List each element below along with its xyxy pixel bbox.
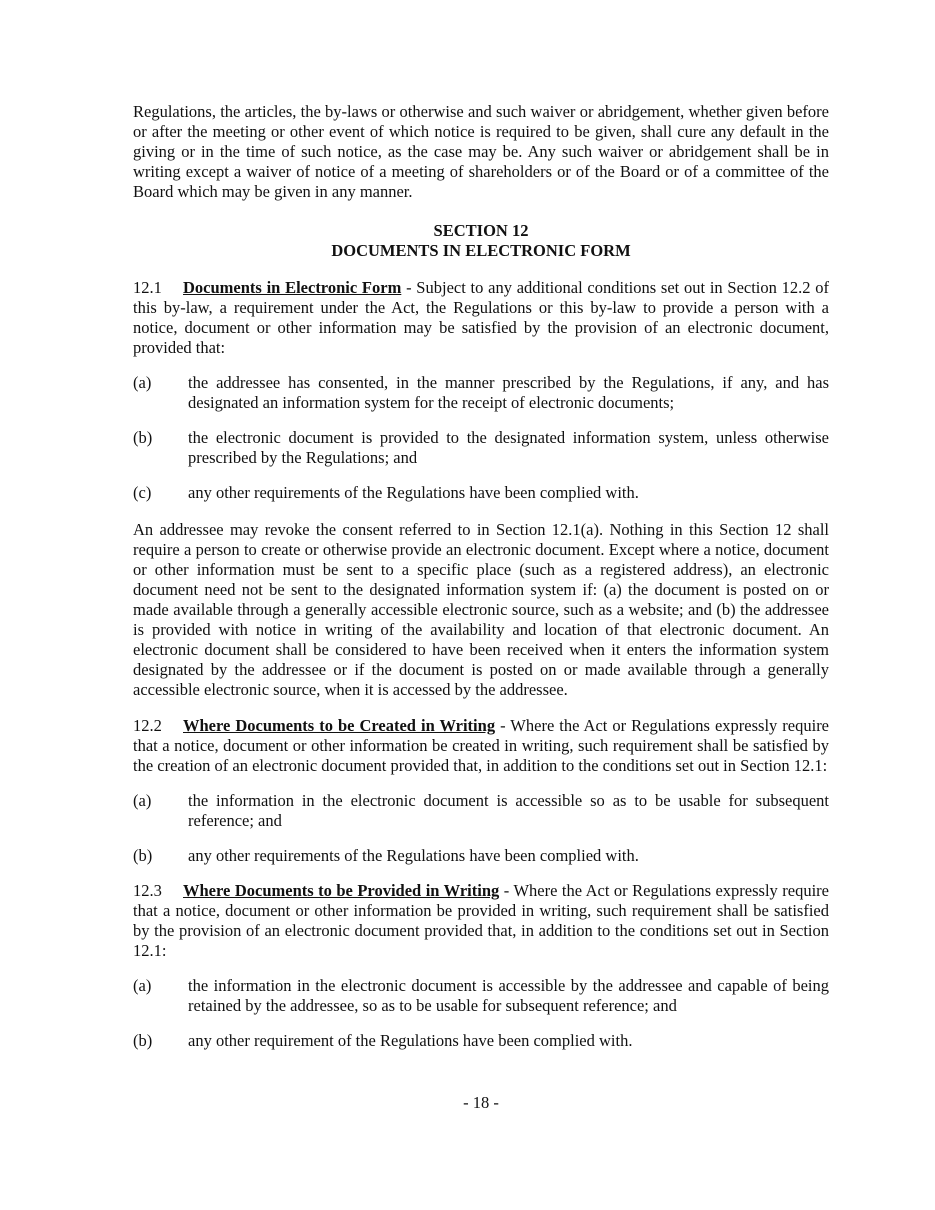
- clause-12-1-body: - Subject to any additional conditions set out in Section 12.2 of this by-law, a requirement under the Act, the Regulations or this by-law to provide a person with a notice, document or other information may be satisfied by the provision of an electronic document, provided that:: [133, 278, 830, 357]
- item-text: any other requirements of the Regulations have been complied with.: [188, 483, 639, 502]
- clause-12-2-number: 12.2: [133, 716, 162, 735]
- section-heading-title: DOCUMENTS IN ELECTRONIC FORM: [331, 241, 631, 260]
- item-label: (c): [133, 483, 152, 502]
- clause-12-3-item-a: [133, 976, 829, 1016]
- item-text: any other requirement of the Regulations have been complied with.: [188, 1031, 633, 1050]
- item-label: (a): [133, 976, 152, 995]
- item-label: (b): [133, 1031, 153, 1050]
- section-heading-number: SECTION 12: [433, 221, 529, 240]
- clause-12-2-lead: [133, 716, 829, 776]
- clause-12-3-body: - Where the Act or Regulations expressly require that a notice, document or other information be provided in writing, such requirement shall be satisfied by the provision of an electronic document provided that, in addition to the conditions set out in Section 12.1:: [133, 881, 829, 960]
- item-text: the electronic document is provided to the designated information system, unless otherwise prescribed by the Regulations; and: [188, 428, 829, 467]
- item-text: the information in the electronic document is accessible so as to be usable for subsequent reference; and: [188, 791, 829, 830]
- item-label: (a): [133, 791, 152, 810]
- clause-12-1-after-paragraph: An addressee may revoke the consent referred to in Section 12.1(a). Nothing in this Section 12 shall require a person to create or otherwise provide an electronic document. Except where a notice, document or other information must be sent to a specific place (such as a registered address), an electronic document need not be sent to the designated information system if: (a) the document is posted on or made available through a generally accessible electronic source, such as a website; and (b) the addressee is provided with notice in writing of the availability and location of that electronic document. An electronic document shall be considered to have been received when it enters the information system designated by the addressee or if the document is posted on or made available through a generally accessible electronic source, when it is accessed by the addressee.: [133, 520, 829, 699]
- clause-12-3-item-b: [133, 1031, 829, 1051]
- item-text: any other requirements of the Regulations have been complied with.: [188, 846, 639, 865]
- clause-12-1-item-c: [133, 483, 829, 503]
- clause-12-2-body: - Where the Act or Regulations expressly require that a notice, document or other information be created in writing, such requirement shall be satisfied by the creation of an electronic document provided that, in addition to the conditions set out in Section 12.1:: [133, 716, 830, 775]
- page-number: - 18 -: [463, 1093, 499, 1112]
- clause-12-1-number: 12.1: [133, 278, 162, 297]
- clause-12-3-lead: [133, 881, 829, 961]
- clause-12-3-title: Where Documents to be Provided in Writing: [183, 881, 500, 900]
- clause-12-2-item-b: [133, 846, 829, 866]
- item-label: (b): [133, 846, 153, 865]
- continuation-paragraph: Regulations, the articles, the by-laws or otherwise and such waiver or abridgement, whether given before or after the meeting or other event of which notice is required to be given, shall cure any default in the giving or in the time of such notice, as the case may be. Any such waiver or abridgement shall be in writing except a waiver of notice of a meeting of shareholders or of the Board or of a committee of the Board which may be given in any manner.: [133, 102, 829, 201]
- clause-12-1-item-b: [133, 428, 829, 468]
- clause-12-2-item-a: [133, 791, 829, 831]
- clause-12-3-number: 12.3: [133, 881, 162, 900]
- item-text: the information in the electronic document is accessible by the addressee and capable of being retained by the addressee, so as to be usable for subsequent reference; and: [188, 976, 829, 1015]
- clause-12-1-item-a: [133, 373, 829, 413]
- item-text: the addressee has consented, in the manner prescribed by the Regulations, if any, and has designated an information system for the receipt of electronic documents;: [188, 373, 829, 412]
- section-heading: [133, 221, 829, 261]
- clause-12-1-lead: [133, 278, 829, 358]
- item-label: (b): [133, 428, 153, 447]
- clause-12-1-title: Documents in Electronic Form: [183, 278, 402, 297]
- clause-12-2-title: Where Documents to be Created in Writing: [183, 716, 496, 735]
- item-label: (a): [133, 373, 152, 392]
